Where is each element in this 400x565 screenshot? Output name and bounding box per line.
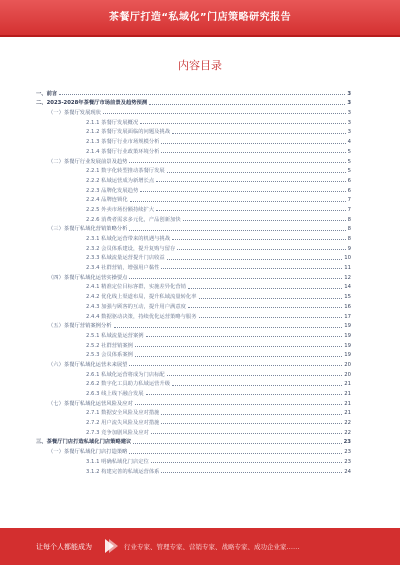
- toc-entry[interactable]: [36, 397, 351, 407]
- toc-entry[interactable]: [36, 455, 351, 465]
- toc-entry[interactable]: [36, 320, 351, 330]
- toc-entry-label: 2.2.6 消费者需求多元化，产品创新加快: [86, 216, 181, 223]
- toc-entry-page: 23: [343, 439, 351, 446]
- toc-entry-label: 3.1.2 构建完善的私域运营体系: [86, 468, 160, 475]
- toc-dot-leader: [135, 404, 342, 405]
- toc-entry[interactable]: [36, 310, 351, 320]
- toc-entry-label: （三）茶餐厅私域化营销策略分析: [48, 226, 128, 233]
- toc-entry[interactable]: [36, 232, 351, 242]
- toc-dot-leader: [161, 472, 342, 473]
- header-divider: [0, 35, 400, 37]
- toc-entry-page: 8: [347, 216, 351, 223]
- toc-entry-label: 2.5.2 社群营销案例: [86, 342, 133, 349]
- toc-entry-page: 10: [344, 255, 351, 262]
- toc-dot-leader: [129, 453, 342, 454]
- report-footer: [0, 528, 400, 565]
- toc-entry-label: （四）茶餐厅私域化运营实操要点: [48, 274, 128, 281]
- toc-entry[interactable]: [36, 387, 351, 397]
- toc-entry-page: 8: [347, 236, 351, 242]
- toc-entry-page: 19: [344, 342, 351, 349]
- toc-entry-label: 一、前言: [36, 90, 58, 97]
- toc-dot-leader: [129, 162, 345, 163]
- toc-entry[interactable]: [36, 145, 351, 155]
- toc-entry[interactable]: [36, 349, 351, 359]
- toc-entry-page: 3: [347, 110, 351, 117]
- toc-entry-label: 2.1.1 茶餐厅发展概况: [86, 119, 139, 126]
- toc-dot-leader: [146, 336, 343, 337]
- toc-entry[interactable]: [36, 106, 351, 116]
- report-title: 茶餐厅打造“私域化”门店策略研究报告: [108, 12, 292, 23]
- toc-dot-leader: [129, 230, 345, 231]
- toc-entry-page: 22: [344, 429, 351, 436]
- toc-entry[interactable]: [36, 194, 351, 204]
- toc-heading: 内容目录: [178, 59, 222, 72]
- toc-entry-label: 3.1.1 明确私域化门店定位: [86, 458, 149, 465]
- toc-entry[interactable]: [36, 445, 351, 455]
- toc-entry-label: 2.1.3 茶餐厅行业市场规模分析: [86, 139, 160, 146]
- toc-entry-page: 24: [344, 468, 351, 475]
- toc-entry-label: 2.1.2 茶餐厅发展面临的问题及挑战: [86, 129, 171, 136]
- toc-entry[interactable]: [36, 378, 351, 388]
- toc-entry-label: 2.4.1 精准定位目标客群，实施差异化营销: [86, 284, 186, 291]
- toc-entry-page: 8: [347, 226, 351, 233]
- toc-entry-label: 2.2.4 品牌连锁化: [86, 197, 128, 204]
- toc-entry-page: 17: [344, 313, 351, 320]
- toc-entry-page: 5: [347, 168, 351, 175]
- toc-entry-page: 21: [344, 381, 351, 388]
- toc-entry-label: 2.1.4 茶餐厅行业政策环境分析: [86, 148, 160, 155]
- toc-entry-label: 2.3.2 会员体系建设，提升复购与留存: [86, 245, 176, 252]
- toc-entry-label: 2.2.2 私域运营成为新增长点: [86, 177, 155, 184]
- toc-entry-label: （一）茶餐厅私域化门店打造策略: [48, 449, 128, 456]
- toc-entry-page: 3: [347, 129, 351, 136]
- toc-entry-page: 21: [344, 400, 351, 407]
- toc-entry[interactable]: [36, 329, 351, 339]
- toc-dot-leader: [156, 181, 345, 182]
- toc-entry-page: 20: [344, 361, 351, 368]
- toc-entry-label: （六）茶餐厅私域化运营未来展望: [48, 361, 128, 368]
- toc-entry-label: 2.7.3 竞争加剧风险及应对: [86, 429, 149, 436]
- toc-dot-leader: [103, 113, 346, 114]
- toc-entry-label: 2.4.2 优化线上渠道布局，提升私域流量转化率: [86, 294, 197, 301]
- toc-entry[interactable]: [36, 252, 351, 262]
- footer-tagline: 行业专家、管理专家、营销专家、战略专家、成功企业家……: [124, 543, 300, 551]
- toc-entry-page: 23: [344, 449, 351, 456]
- toc-entry[interactable]: [36, 416, 351, 426]
- toc-dot-leader: [161, 152, 345, 153]
- toc-entry-page: 5: [347, 148, 351, 155]
- toc-entry-page: 11: [344, 265, 351, 272]
- toc-entry[interactable]: [36, 174, 351, 184]
- toc-entry-label: 2.3.4 社群营销，增强用户黏性: [86, 265, 160, 272]
- table-of-contents: [36, 87, 351, 475]
- toc-entry-label: 2.5.3 会员体系案例: [86, 352, 133, 359]
- toc-dot-leader: [167, 259, 343, 260]
- toc-entry-page: 9: [347, 245, 351, 252]
- toc-dot-leader: [151, 433, 342, 434]
- toc-dot-leader: [135, 356, 342, 357]
- toc-entry[interactable]: [36, 271, 351, 281]
- toc-entry[interactable]: [36, 368, 351, 378]
- toc-entry[interactable]: [36, 116, 351, 126]
- toc-entry-page: 3: [347, 90, 351, 97]
- toc-entry-label: 2.2.3 品牌化发展趋势: [86, 187, 139, 194]
- toc-entry-page: 3: [347, 119, 351, 126]
- toc-entry-page: 22: [344, 420, 351, 427]
- toc-entry-page: 6: [347, 177, 351, 184]
- toc-entry-label: 二、2023-2028年茶餐厅市场前景及趋势预测: [36, 100, 148, 107]
- toc-entry-page: 4: [347, 139, 351, 146]
- toc-entry-page: 3: [347, 100, 351, 107]
- toc-entry-page: 16: [344, 303, 351, 310]
- toc-dot-leader: [114, 327, 343, 328]
- toc-entry-label: （七）茶餐厅私域化运营风险及应对: [48, 400, 133, 407]
- report-header: [0, 0, 400, 37]
- toc-entry-label: 2.3.1 私域化运营带来的机遇与挑战: [86, 236, 171, 242]
- toc-entry[interactable]: [36, 290, 351, 300]
- toc-dot-leader: [161, 414, 342, 415]
- toc-entry-page: 5: [347, 158, 351, 165]
- toc-entry[interactable]: [36, 97, 351, 107]
- toc-dot-leader: [167, 172, 346, 173]
- toc-entry-page: 23: [344, 458, 351, 465]
- toc-dot-leader: [161, 268, 342, 269]
- toc-dot-leader: [161, 423, 342, 424]
- toc-entry[interactable]: [36, 203, 351, 213]
- toc-entry-page: 7: [347, 206, 351, 213]
- toc-entry-page: 19: [344, 352, 351, 359]
- toc-entry[interactable]: [36, 155, 351, 165]
- toc-entry-label: 2.7.2 用户流失风险及应对措施: [86, 420, 160, 427]
- toc-entry-label: 2.4.3 加强与顾客的互动，提升用户满意度: [86, 303, 186, 310]
- toc-dot-leader: [183, 220, 346, 221]
- toc-entry-page: 19: [344, 323, 351, 330]
- toc-dot-leader: [172, 133, 346, 134]
- toc-entry-page: 14: [344, 284, 351, 291]
- toc-dot-leader: [130, 201, 346, 202]
- toc-dot-leader: [149, 104, 345, 105]
- toc-entry-page: 6: [347, 187, 351, 194]
- toc-entry-label: 2.6.2 数字化工具助力私域运营升级: [86, 381, 171, 388]
- toc-entry[interactable]: [36, 135, 351, 145]
- toc-dot-leader: [156, 210, 345, 211]
- toc-dot-leader: [177, 249, 345, 250]
- toc-entry-page: 19: [344, 332, 351, 339]
- toc-entry[interactable]: [36, 339, 351, 349]
- toc-dot-leader: [59, 94, 345, 95]
- toc-entry-label: 2.2.1 数字化转型推动茶餐厅发展: [86, 168, 165, 175]
- toc-entry-page: 21: [344, 391, 351, 397]
- toc-entry[interactable]: [36, 300, 351, 310]
- toc-dot-leader: [135, 346, 342, 347]
- toc-entry[interactable]: [36, 281, 351, 291]
- toc-entry-label: （五）茶餐厅营销案例分析: [48, 323, 112, 330]
- toc-entry-label: （二）茶餐厅行业发展前景及趋势: [48, 158, 128, 165]
- toc-entry-page: 21: [344, 410, 351, 417]
- toc-entry-label: 2.4.4 数据驱动决策，持续优化运营策略与服务: [86, 313, 197, 320]
- toc-dot-leader: [172, 239, 346, 240]
- toc-dot-leader: [161, 143, 345, 144]
- toc-entry[interactable]: [36, 436, 351, 446]
- toc-entry[interactable]: [36, 426, 351, 436]
- toc-entry-page: 15: [344, 294, 351, 301]
- toc-entry-page: 20: [344, 371, 351, 378]
- toc-dot-leader: [151, 462, 342, 463]
- toc-entry[interactable]: [36, 165, 351, 175]
- toc-entry[interactable]: [36, 465, 351, 475]
- toc-entry-page: 12: [344, 274, 351, 281]
- toc-dot-leader: [188, 307, 342, 308]
- toc-entry-label: 2.3.3 私域流量运营提升门店收益: [86, 255, 165, 262]
- toc-dot-leader: [133, 443, 341, 444]
- footer-slogan: 让每个人都能成为: [36, 543, 92, 551]
- toc-entry-page: 7: [347, 197, 351, 204]
- toc-entry[interactable]: [36, 213, 351, 223]
- toc-entry[interactable]: [36, 407, 351, 417]
- toc-dot-leader: [199, 298, 343, 299]
- toc-entry-label: 2.6.1 私域化运营将成为门店标配: [86, 371, 165, 378]
- toc-dot-leader: [140, 123, 345, 124]
- toc-entry[interactable]: [36, 126, 351, 136]
- toc-dot-leader: [129, 365, 342, 366]
- toc-dot-leader: [140, 191, 345, 192]
- toc-dot-leader: [129, 278, 342, 279]
- toc-entry[interactable]: [36, 184, 351, 194]
- toc-dot-leader: [167, 375, 343, 376]
- arrow-right-icon: [104, 538, 118, 554]
- toc-dot-leader: [188, 288, 342, 289]
- toc-entry[interactable]: [36, 261, 351, 271]
- toc-entry-label: 2.5.1 私域流量运营案例: [86, 332, 144, 339]
- toc-entry-label: 2.2.5 外卖市场份额持续扩大: [86, 206, 155, 213]
- toc-entry[interactable]: [36, 358, 351, 368]
- toc-dot-leader: [172, 385, 342, 386]
- toc-dot-leader: [146, 394, 343, 395]
- toc-entry-label: 2.6.3 线上线下融合发展: [86, 391, 144, 397]
- toc-entry[interactable]: [36, 242, 351, 252]
- toc-dot-leader: [199, 317, 343, 318]
- toc-entry[interactable]: [36, 87, 351, 97]
- toc-entry-label: （一）茶餐厅发展现状: [48, 110, 101, 117]
- toc-entry-label: 2.7.1 数据安全风险及应对措施: [86, 410, 160, 417]
- toc-entry-label: 三、茶餐厅门店打造私域化门店策略建议: [36, 439, 132, 446]
- toc-entry[interactable]: [36, 223, 351, 233]
